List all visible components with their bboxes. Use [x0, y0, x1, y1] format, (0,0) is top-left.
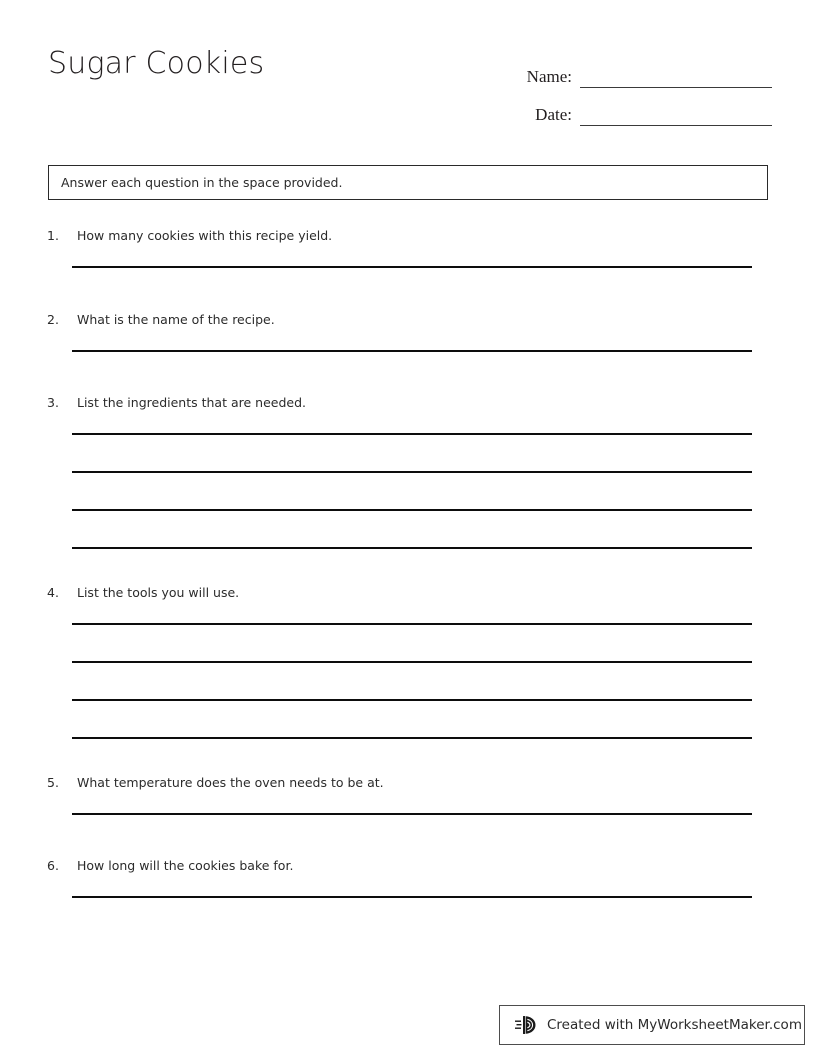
date-field-row — [500, 88, 772, 126]
answer-line[interactable] — [72, 350, 752, 352]
name-input-line[interactable] — [580, 68, 772, 88]
answer-line[interactable] — [72, 737, 752, 739]
question-item — [0, 228, 816, 290]
name-field-row — [500, 50, 772, 88]
question-heading — [0, 858, 816, 876]
answer-line[interactable] — [72, 623, 752, 625]
answer-line[interactable] — [72, 433, 752, 435]
question-number: 6. — [47, 858, 59, 873]
answer-line[interactable] — [72, 471, 752, 473]
question-item — [0, 312, 816, 374]
question-number: 4. — [47, 585, 59, 600]
answer-line[interactable] — [72, 266, 752, 268]
worksheet-header — [0, 0, 816, 135]
question-heading — [0, 312, 816, 330]
question-heading — [0, 585, 816, 603]
answer-area — [0, 603, 816, 761]
question-heading — [0, 395, 816, 413]
question-item — [0, 395, 816, 571]
date-field-label: Date: — [535, 105, 572, 124]
question-text: How many cookies with this recipe yield. — [77, 228, 333, 243]
instruction-text: Answer each question in the space provided. — [61, 175, 343, 190]
name-date-block — [500, 50, 772, 126]
created-with-badge[interactable] — [499, 1005, 805, 1045]
answer-line[interactable] — [72, 661, 752, 663]
answer-line[interactable] — [72, 699, 752, 701]
question-item — [0, 775, 816, 837]
question-text: What temperature does the oven needs to be at. — [77, 775, 384, 790]
question-number: 5. — [47, 775, 59, 790]
question-text: How long will the cookies bake for. — [77, 858, 294, 873]
answer-line[interactable] — [72, 509, 752, 511]
answer-area — [0, 413, 816, 571]
question-number: 1. — [47, 228, 59, 243]
answer-area — [0, 330, 816, 374]
instruction-box — [48, 165, 768, 200]
answer-line[interactable] — [72, 813, 752, 815]
question-number: 2. — [47, 312, 59, 327]
question-item — [0, 585, 816, 761]
answer-line[interactable] — [72, 896, 752, 898]
question-text: What is the name of the recipe. — [77, 312, 275, 327]
answer-line[interactable] — [72, 547, 752, 549]
answer-area — [0, 876, 816, 920]
question-text: List the tools you will use. — [77, 585, 240, 600]
date-input-line[interactable] — [580, 106, 772, 126]
page-title: Sugar Cookies — [48, 46, 265, 81]
answer-area — [0, 793, 816, 837]
question-text: List the ingredients that are needed. — [77, 395, 306, 410]
question-item — [0, 858, 816, 920]
question-heading — [0, 228, 816, 246]
created-with-badge-label: Created with MyWorksheetMaker.com — [547, 1017, 802, 1033]
question-heading — [0, 775, 816, 793]
name-field-label: Name: — [526, 67, 572, 86]
question-number: 3. — [47, 395, 59, 410]
worksheet-maker-logo-icon — [515, 1014, 539, 1036]
answer-area — [0, 246, 816, 290]
